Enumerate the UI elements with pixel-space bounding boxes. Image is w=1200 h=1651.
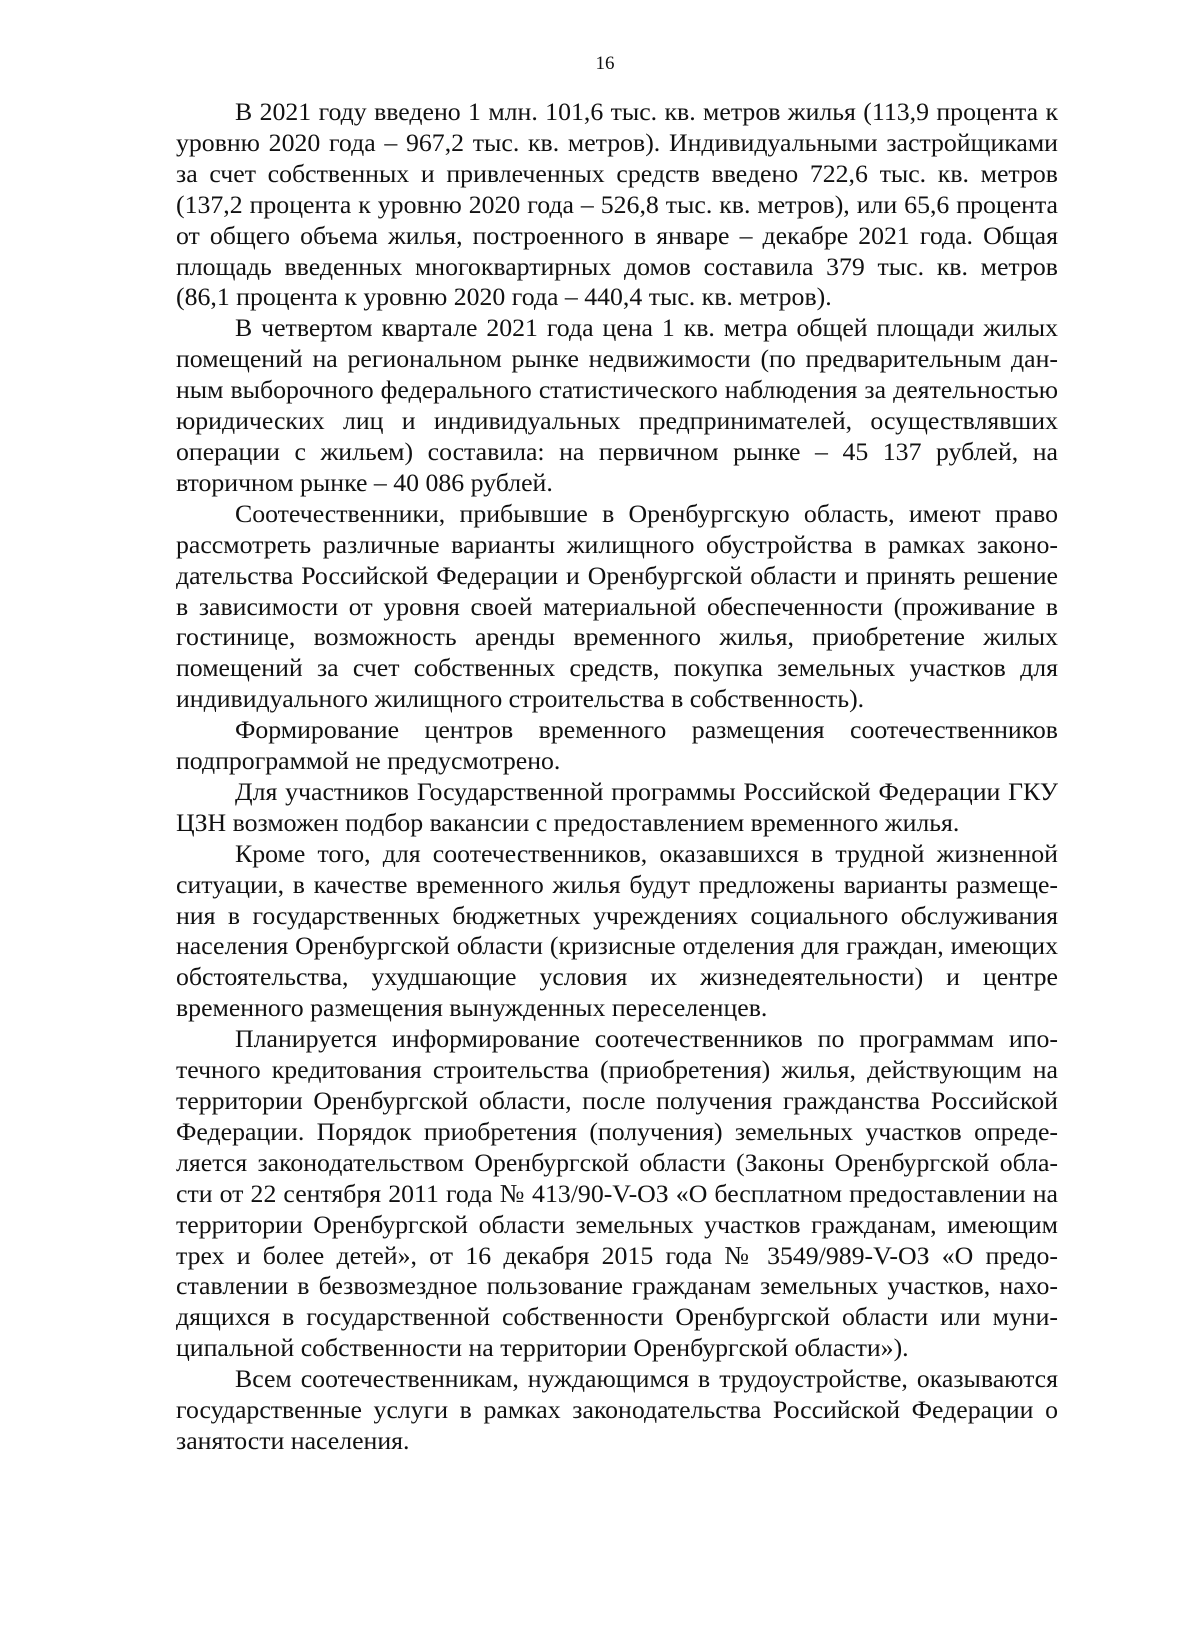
- page-number: 16: [595, 53, 615, 74]
- paragraph-housing-commissioned: В 2021 году введено 1 млн. 101,6 тыс. кв. метров жилья (113,9 процента к уровню 2020 года – 967,2 тыс. кв. метров). Индивидуальными застройщиками за счет собственных и привлеченных средств введено 722,6 тыс. кв. метров (137,2 процента к уровню 2020 года – 526,8 тыс. кв. метров), или 65,6 процента от общего объема жилья, построенного в январе – декабре 2021 года. Общая площадь введенных многоквартирных домов составила 379 тыс. кв. метров (86,1 процента к уровню 2020 года – 440,4 тыс. кв. метров).: [176, 97, 1058, 312]
- paragraph-difficult-situation: Кроме того, для соотечественников, оказавшихся в трудной жизненной ситуации, в качестве временного жилья будут предложены варианты размещения в государственных бюджетных учреждениях социального обслуживания населения Оренбургской области (кризисные отделения для граждан, имеющих обстоятельства, ухудшающие условия их жизнедеятельности) и центре временного размещения вынужденных переселенцев.: [176, 838, 1058, 1023]
- paragraph-housing-price: В четвертом квартале 2021 года цена 1 кв. метра общей площади жилых помещений на региональном рынке недвижимости (по предварительным данным выборочного федерального статистического наблюдения за деятельностью юридических лиц и индивидуальных предпринимателей, осуществлявших операции с жильем) составила: на первичном рынке – 45 137 рублей, на вторичном рынке – 40 086 рублей.: [176, 313, 1058, 497]
- paragraph-vacancy-selection: Для участников Государственной программы Российской Федерации ГКУ ЦЗН возможен подбор вакансии с предоставлением временного жилья.: [176, 776, 1058, 837]
- paragraph-housing-options: Соотечественники, прибывшие в Оренбургскую область, имеют право рассмотреть различные варианты жилищного обустройства в рамках законодательства Российской Федерации и Оренбургской области и принять решение в зависимости от уровня своей материальной обеспеченности (проживание в гостинице, возможность аренды временного жилья, приобретение жилых помещений за счет собственных средств, покупка земельных участков для индивидуального жилищного строительства в собственность).: [176, 498, 1058, 714]
- paragraph-employment-services: Всем соотечественникам, нуждающимся в трудоустройстве, оказываются государственные услуги в рамках законодательства Российской Федерации о занятости населения.: [176, 1364, 1058, 1455]
- document-body: [176, 97, 1058, 1457]
- paragraph-mortgage-information: Планируется информирование соотечественников по программам ипотечного кредитования строительства (приобретения) жилья, действующим на территории Оренбургской области, после получения гражданства Российской Федерации. Порядок приобретения (получения) земельных участков определяется законодательством Оренбургской области (Законы Оренбургской области от 22 сентября 2011 года № 413/90-V-ОЗ «О бесплатном предоставлении на территории Оренбургской области земельных участков гражданам, имеющим трех и более детей», от 16 декабря 2015 года № 3549/989-V-ОЗ «О предоставлении в безвозмездное пользование гражданам земельных участков, находящихся в государственной собственности Оренбургской области или муниципальной собственности на территории Оренбургской области»).: [176, 1024, 1058, 1363]
- paragraph-temporary-centers: Формирование центров временного размещения соотечественников подпрограммой не предусмотрено.: [176, 715, 1058, 776]
